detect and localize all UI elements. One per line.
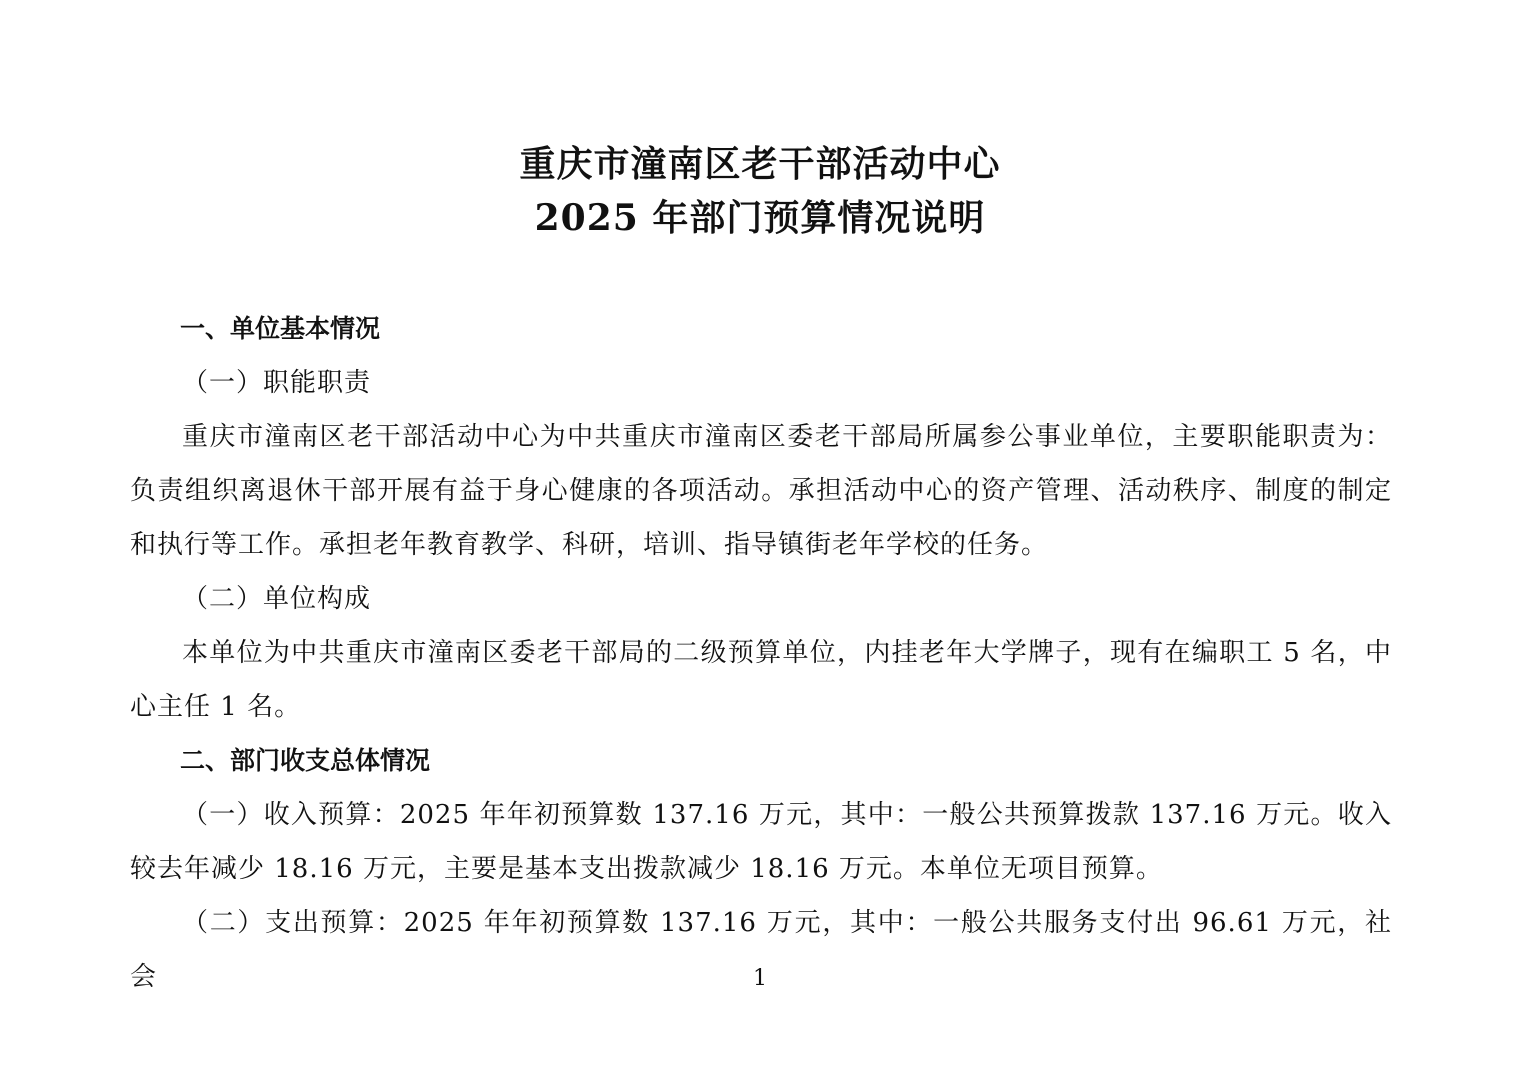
section-1-subheading-duties: （一）职能职责 (182, 368, 372, 398)
section-1-duties-paragraph: 重庆市潼南区老干部活动中心为中共重庆市潼南区委老干部局所属参公事业单位，主要职能职责为：负责组织离退休干部开展有益于身心健康的各项活动。承担活动中心的资产管理、活动秩序、制度的制定和执行等工作。承担老年教育教学、科研，培训、指导镇街老年学校的任务。 (130, 422, 1392, 560)
section-1-subheading-composition: （二）单位构成 (182, 584, 372, 614)
section-1-heading: 一、单位基本情况 (180, 314, 381, 343)
section-1-composition-paragraph: 本单位为中共重庆市潼南区委老干部局的二级预算单位，内挂老年大学牌子，现有在编职工 5 名，中心主任 1 名。 (130, 638, 1392, 722)
document-body (130, 302, 1392, 1004)
section-2-expenditure-paragraph: （二）支出预算：2025 年年初预算数 137.16 万元，其中：一般公共服务支付出 96.61 万元，社会 (130, 908, 1392, 992)
section-2-heading: 二、部门收支总体情况 (180, 746, 431, 775)
page-number: 1 (753, 966, 767, 991)
document-title-line1: 重庆市潼南区老干部活动中心 (519, 143, 1001, 185)
document-title-line2: 2025 年部门预算情况说明 (534, 197, 986, 239)
section-2-income-paragraph: （一）收入预算：2025 年年初预算数 137.16 万元，其中：一般公共预算拨款 137.16 万元。收入较去年减少 18.16 万元，主要是基本支出拨款减少 18.16 万元。本单位无项目预算。 (130, 800, 1392, 884)
